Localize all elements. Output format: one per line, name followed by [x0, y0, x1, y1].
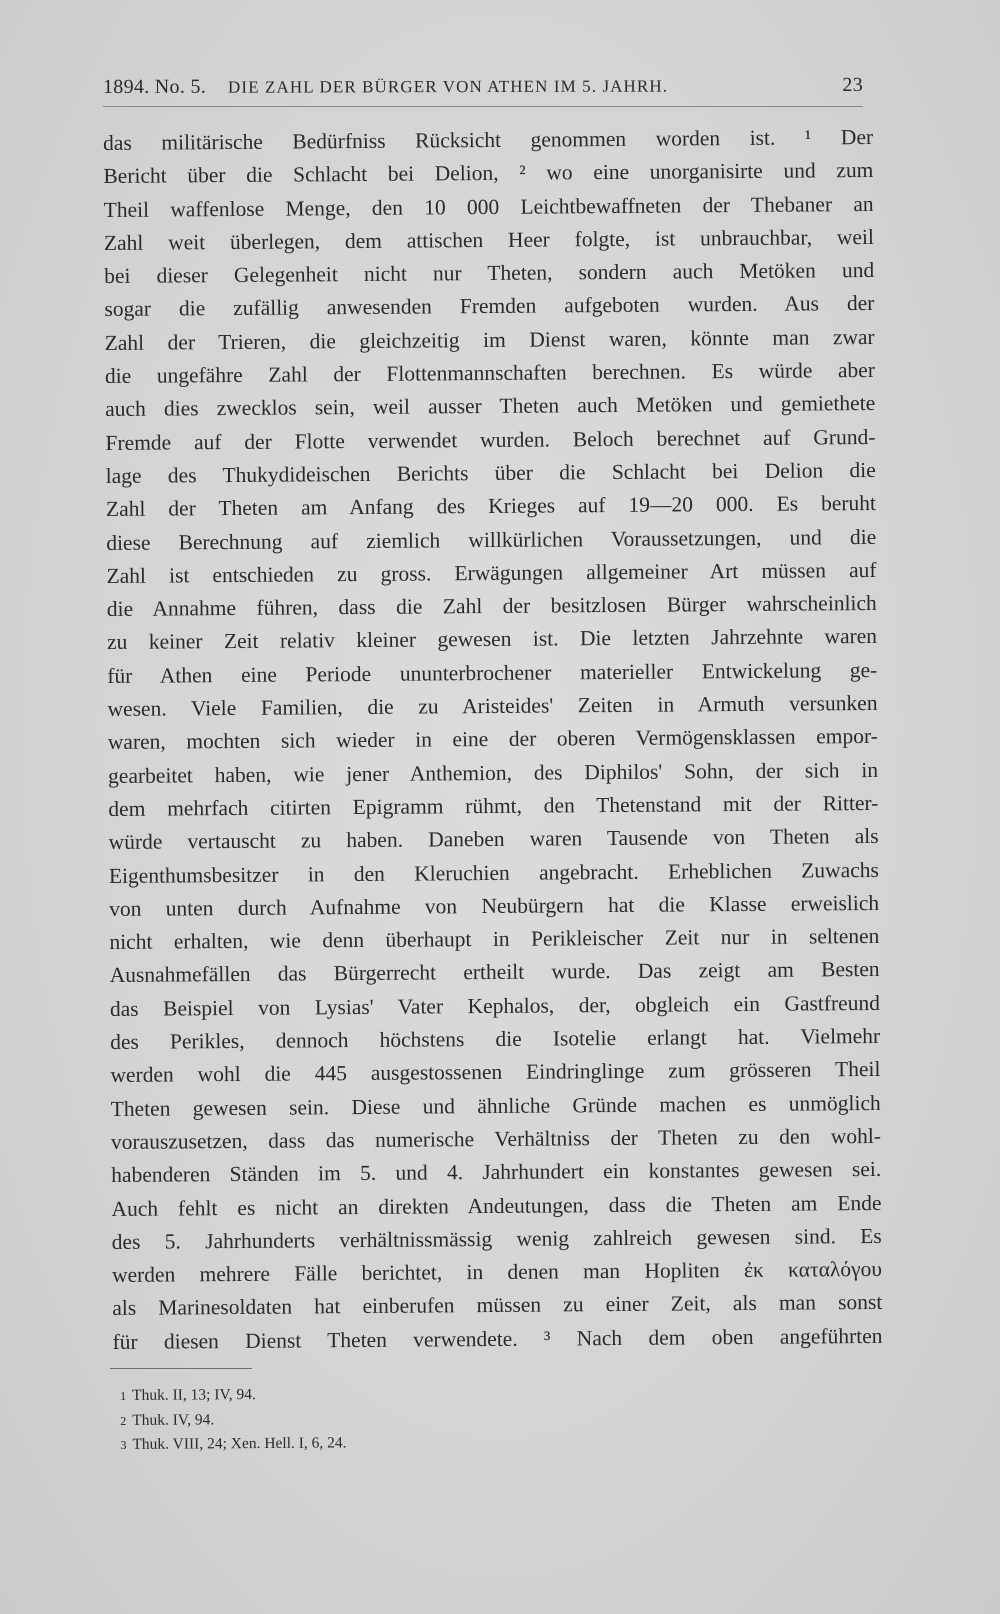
- body-text: [103, 121, 883, 1359]
- text-line: für diesen Dienst Theten verwendete. ³ Nach dem oben angeführten: [112, 1323, 883, 1354]
- text-line: die ungefähre Zahl der Flottenmannschaften berechnen. Es würde aber: [104, 358, 876, 389]
- text-line: habenderen Ständen im 5. und 4. Jahrhundert ein konstantes gewesen sei.: [111, 1157, 882, 1188]
- text-line: waren, mochten sich wieder in eine der oberen Vermögensklassen empor-: [107, 724, 878, 755]
- page-number: 23: [842, 74, 864, 97]
- text-line: Eigenthumsbesitzer in den Kleruchien angebracht. Erheblichen Zuwachs: [108, 857, 879, 888]
- text-line: zu keiner Zeit relativ kleiner gewesen ist. Die letzten Jahrzehnte waren: [106, 624, 878, 655]
- text-line: diese Berechnung auf ziemlich willkürlichen Voraussetzungen, und die: [106, 524, 877, 555]
- text-line: des 5. Jahrhunderts verhältnissmässig wenig zahlreich gewesen sind. Es: [111, 1223, 882, 1254]
- text-line: Theten gewesen sein. Diese und ähnliche Gründe machen es unmöglich: [110, 1090, 881, 1121]
- text-line: sogar die zufällig anwesenden Fremden aufgeboten wurden. Aus der: [104, 291, 875, 322]
- text-line: das militärische Bedürfniss Rücksicht genommen worden ist. ¹ Der: [103, 124, 874, 155]
- text-line: als Marinesoldaten hat einberufen müssen zu einer Zeit, als man sonst: [112, 1290, 883, 1321]
- text-line: Zahl der Theten am Anfang des Krieges auf 19—20 000. Es beruht: [105, 491, 877, 522]
- running-title: DIE ZAHL DER BÜRGER VON ATHEN IM 5. JAHRH.: [228, 76, 669, 97]
- text-line: Ausnahmefällen das Bürgerrecht ertheilt wurde. Das zeigt am Besten: [109, 957, 880, 988]
- footnote: [120, 1381, 620, 1409]
- running-header: [103, 74, 863, 104]
- text-line: nicht erhalten, wie denn überhaupt in Perikleischer Zeit nur in seltenen: [109, 924, 880, 955]
- text-line: auch dies zwecklos sein, weil ausser Theten auch Metöken und gemiethete: [105, 391, 876, 422]
- footnote-rule: [110, 1368, 252, 1369]
- text-line: Auch fehlt es nicht an direkten Andeutungen, dass die Theten am Ende: [111, 1190, 882, 1221]
- footnote-text: Thuk. VIII, 24; Xen. Hell. I, 6, 24.: [132, 1434, 347, 1453]
- footnote-number: 2: [120, 1413, 127, 1428]
- text-line: vorauszusetzen, dass das numerische Verhältniss der Theten zu den wohl-: [110, 1123, 882, 1154]
- text-line: Theil waffenlose Menge, den 10 000 Leichtbewaffneten der Thebaner an: [103, 191, 874, 222]
- text-line: Zahl weit überlegen, dem attischen Heer folgte, ist unbrauchbar, weil: [103, 224, 874, 255]
- text-line: des Perikles, dennoch höchstens die Isotelie erlangt hat. Vielmehr: [110, 1023, 881, 1054]
- footnotes: [120, 1381, 621, 1458]
- footnote: [120, 1405, 620, 1433]
- footnote-number: 1: [120, 1388, 127, 1403]
- text-line: Bericht über die Schlacht bei Delion, ² wo eine unorganisirte und zum: [103, 158, 874, 189]
- text-line: Zahl der Trieren, die gleichzeitig im Dienst waren, könnte man zwar: [104, 324, 875, 355]
- running-header-left: [103, 75, 668, 99]
- text-line: würde vertauscht zu haben. Daneben waren Tausende von Theten als: [108, 824, 879, 855]
- text-line: dem mehrfach citirten Epigramm rühmt, den Thetenstand mit der Ritter-: [108, 790, 879, 821]
- text-line: von unten durch Aufnahme von Neubürgern hat die Klasse erweislich: [109, 890, 880, 921]
- issue-number: 1894. No. 5.: [102, 75, 207, 98]
- footnote-text: Thuk. IV, 94.: [132, 1410, 215, 1429]
- text-line: lage des Thukydideischen Berichts über die Schlacht bei Delion die: [105, 457, 876, 488]
- text-line: Fremde auf der Flotte verwendet wurden. Beloch berechnet auf Grund-: [105, 424, 876, 455]
- text-line: werden wohl die 445 ausgestossenen Eindringlinge zum grösseren Theil: [110, 1057, 881, 1088]
- text-line: die Annahme führen, dass die Zahl der besitzlosen Bürger wahrscheinlich: [106, 591, 877, 622]
- text-line: wesen. Viele Familien, die zu Aristeides' Zeiten in Armuth versunken: [107, 690, 878, 722]
- text-line: für Athen eine Periode ununterbrochener materieller Entwickelung ge-: [107, 657, 878, 688]
- text-line: gearbeitet haben, wie jener Anthemion, des Diphilos' Sohn, der sich in: [108, 757, 879, 788]
- footnote-text: Thuk. II, 13; IV, 94.: [132, 1386, 256, 1404]
- footnote: [120, 1430, 620, 1458]
- header-rule: [103, 106, 863, 107]
- text-line: werden mehrere Fälle berichtet, in denen man Hopliten ἐκ καταλόγου: [111, 1257, 883, 1288]
- text-line: Zahl ist entschieden zu gross. Erwägungen allgemeiner Art müssen auf: [106, 557, 877, 588]
- text-line: bei dieser Gelegenheit nicht nur Theten, sondern auch Metöken und: [104, 258, 875, 289]
- footnote-number: 3: [120, 1437, 127, 1452]
- text-line: das Beispiel von Lysias' Vater Kephalos, der, obgleich ein Gastfreund: [109, 990, 880, 1021]
